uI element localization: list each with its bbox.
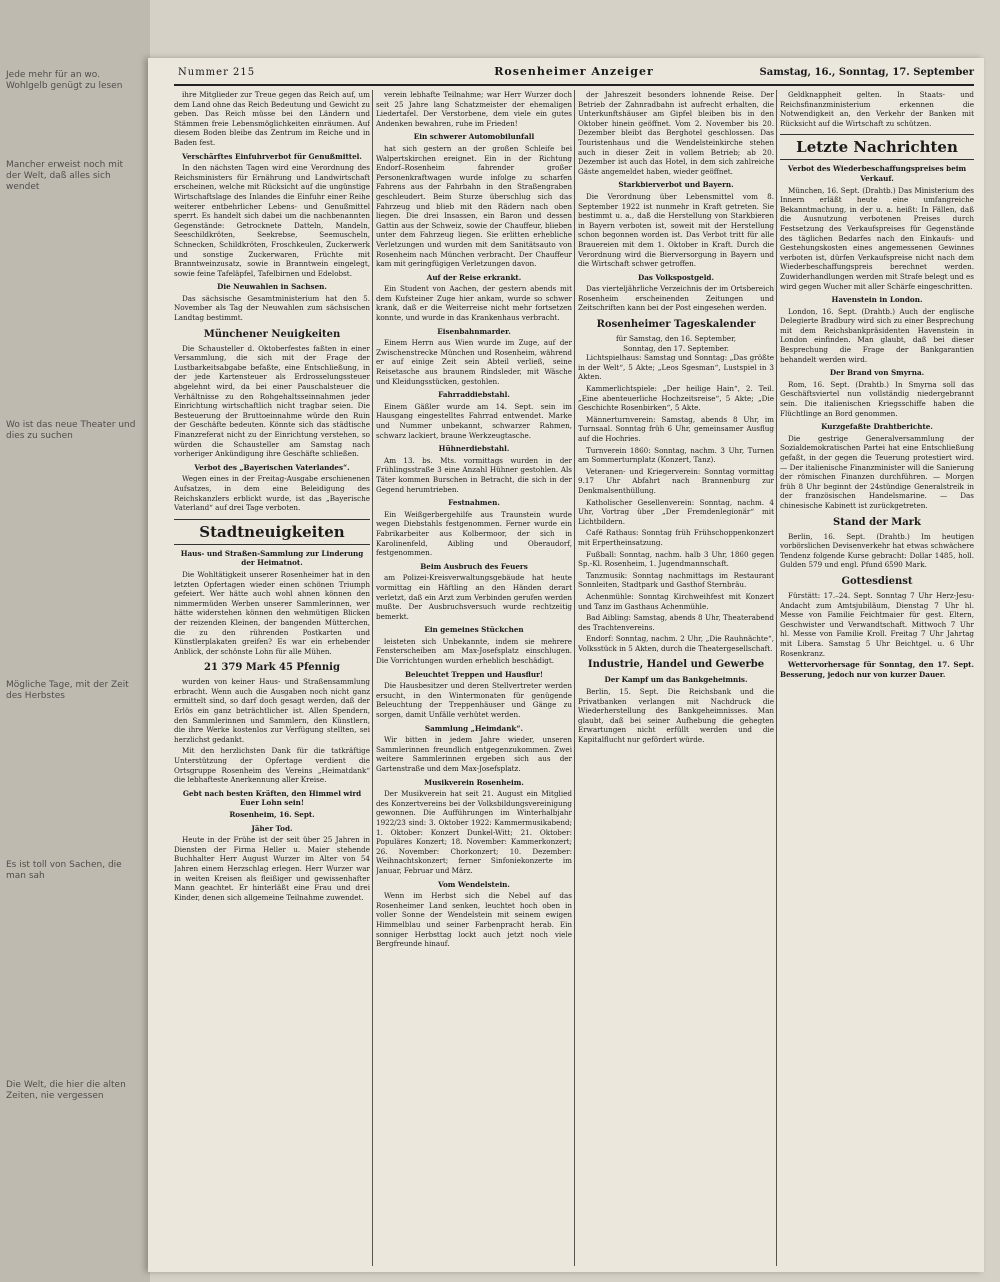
calendar-entry: Turnverein 1860: Sonntag, nachm. 3 Uhr, Turnen am Sommerturnplatz (Konzert, Tanz). <box>578 445 774 465</box>
strip-fragment: Mögliche Tage, mit der Zeit des Herbstes <box>6 680 129 701</box>
calendar-title: Rosenheimer Tageskalender <box>596 319 756 331</box>
article-text: am Polizei-Kreisverwaltungsgebäude hat heute vormittag ein Häftling an den Händen derart verletzt, daß ein Arzt zum Verbinden gerufen werden mußte. Der Ausbruchsversuch wurde rechtzeitig bemerkt. <box>376 573 572 621</box>
article-heading: Der Brand von Smyrna. <box>829 368 925 378</box>
article-heading: Sammlung „Heimdank“. <box>424 723 524 733</box>
article-text: verein lebhafte Teilnahme; war Herr Wurzer doch seit 25 Jahre lang Schatzmeister der ehemaligen Liedertafel. Der Verstorbene, dem viele ein gutes Andenken bewahren, ruhe im Frieden! <box>376 90 572 128</box>
article-heading: Musikverein Rosenheim. <box>424 777 524 787</box>
calendar-entry: Achenmühle: Sonntag Kirchweihfest mit Konzert und Tanz im Gasthaus Achenmühle. <box>578 591 774 611</box>
article-heading: Der Kampf um das Bankgeheimnis. <box>604 675 748 685</box>
article-heading: Haus- und Straßen-Sammlung zur Linderung der Heimatnot. <box>180 548 364 568</box>
article-text: ihre Mitglieder zur Treue gegen das Reich auf, um dem Land ohne das Reich Bedeutung und Gewicht zu geben. Das Reich müsse bei den Ländern und Stämmen freie Lebensmöglichkeiten einräumen. Auf diesem Boden bleibe das Zentrum im Reiche und in Baden fest. <box>174 90 370 147</box>
calendar-entry: Bad Aibling: Samstag, abends 8 Uhr, Theaterabend des Trachtenvereins. <box>578 613 774 632</box>
section-heading-local: Stadtneuigkeiten <box>174 519 370 545</box>
adjacent-page-strip <box>0 0 150 1282</box>
article-heading: Starkbierverbot und Bayern. <box>618 180 734 190</box>
article-text: Wir bitten in jedem Jahre wieder, unseren Sammlerinnen freundlich entgegenzukommen. Zwei weitere Sammlerinnen ergeben sich aus der Gartenstraße und dem Max-Josefsplatz. <box>376 735 572 773</box>
article-text: der Jahreszeit besonders lohnende Reise. Der Betrieb der Zahnradbahn ist aufrecht erhalten, die Unterkunftshäuser am Gipfel bleiben bis in den Oktober hinein geöffnet. Vom 2. November bis 20. Dezember bleibt das Berghotel geschlossen. Das Touristenhaus und die Wendelsteinkirche stehen auch in dieser Zeit in vollem Betrieb; ab 20. Dezember ist auch das Hotel, in dem sich zahlreiche Gäste angemeldet haben, wieder geöffnet. <box>578 90 774 176</box>
section-heading-munich: Münchener Neuigkeiten <box>203 328 341 340</box>
section-heading-industry: Industrie, Handel und Gewerbe <box>587 659 765 671</box>
motto: Gebt nach besten Kräften, den Himmel wird Euer Lohn sein! <box>182 788 362 808</box>
article-text: Wegen eines in der Freitag-Ausgabe erschienenen Aufsatzes, in dem eine Beleidigung des Reichskanzlers erblickt wurde, ist das „Bayerische Vaterland“ auf drei Tage verboten. <box>174 474 370 513</box>
article-text: Die Wohltätigkeit unserer Rosenheimer hat in den letzten Opfertagen wieder einen schönen Triumph gefeiert. Wer hätte auch wohl ahnen können den nimmermüden Werben unserer Sammlerinnen, wer hätte widerstehen können den wehmütigen Blicken der reizenden Kleinen, der bangenden Mütterchen, die zu den rührenden Postkarten und Künstlerplakaten greifen? Es war ein erhebender Anblick, der schönste Lohn für alle Mühen. <box>174 569 370 656</box>
article-heading: Verschärftes Einfuhrverbot für Genußmittel. <box>182 151 362 161</box>
article-heading: Ein gemeines Stückchen <box>424 625 524 635</box>
article-text: Das sächsische Gesamtministerium hat den 5. November als Tag der Neuwahlen zum sächsischen Landtag bestimmt. <box>174 293 370 323</box>
calendar-entry: Katholischer Gesellenverein: Sonntag, nachm. 4 Uhr, Vortrag über „Der Fremdenlegionär“ mit Lichtbildern. <box>578 497 774 526</box>
article-heading: Beim Ausbruch des Feuers <box>420 561 528 571</box>
article-heading: Die Neuwahlen in Sachsen. <box>217 282 327 292</box>
article-heading: Ein schwerer Automobilunfall <box>413 132 535 142</box>
calendar-entry: Lichtspielhaus: Samstag und Sonntag: „Das größte in der Welt“, 5 Akte; „Leos Sgesman“, Lustspiel in 3 Akten. <box>578 353 774 382</box>
article-text: hat sich gestern an der großen Schleife bei Walpertskirchen ereignet. Ein in der Richtung Endorf–Rosenheim fahrender großer Personenkraftwagen wurde infolge zu scharfen Fahrens aus der Fahrbahn in den Straßengraben geschleudert. Beim Sturze überschlug sich das Fahrzeug und blieb mit den Rädern nach oben liegen. Die drei Insassen, ein Baron und dessen Gattin aus der Schweiz, sowie der Chauffeur, blieben unter dem Fahrzeug liegen. Sie erlitten erhebliche Verletzungen und wurden mit dem Sanitätsauto von Rosenheim nach München verbracht. Der Chauffeur kam mit geringfügigen Verletzungen davon. <box>376 143 572 269</box>
paper-name: Rosenheimer Anzeiger <box>494 65 654 78</box>
strip-fragment: Wo ist das neue Theater und dies zu suchen <box>6 420 136 441</box>
article-heading: Verbot des Wiederbeschaffungspreises beim Verkauf. <box>787 164 967 183</box>
article-heading: Festnahmen. <box>448 498 500 508</box>
article-heading: Das Volkspostgeld. <box>638 272 714 282</box>
calendar-entry: Kammerlichtspiele: „Der heilige Hain“, 2. Teil. „Eine abenteuerliche Hochzeitsreise“, 5 Akte; „Die Geschichte Rosenbirken“, 5 Akte. <box>578 384 774 413</box>
article-text: Berlin, 15. Sept. Die Reichsbank und die Privatbanken verlangen mit Nachdruck die Wiederherstellung des Bankgeheimnisses. Man glaubt, daß bei seiner Aufhebung die gehegten Erwartungen nicht erfüllt werden und die Kapitalflucht nur gefördert würde. <box>578 687 774 745</box>
article-text: wurden von keiner Haus- und Straßensammlung erbracht. Wenn auch die Ausgaben noch nicht ganz ermittelt sind, so darf doch gesagt werden, daß der Erlös ein ganz beträchtlicher ist. Allen Spendern, den Sammlerinnen und Sammlern, den Künstlern, die ihre Werke kostenlos zur Verfügung stellten, sei herzlichst gedankt. <box>174 677 370 744</box>
article-text: Heute in der Frühe ist der seit über 25 Jahren in Diensten der Firma Heller u. Maier stehende Buchhalter Herr August Wurzer im Alter von 54 Jahren einem Herzschlag erlegen. Herr Wurzer war in weiten Kreisen als fleißiger und gewissenhafter Mann geachtet. Er hinterläßt eine Frau und drei Kinder, denen sich allgemeine Teilnahme zuwendet. <box>174 835 370 902</box>
calendar-entry: Männerturnverein: Samstag, abends 8 Uhr, im Turnsaal. Sonntag früh 6 Uhr, gemeinsamer Ausflug auf die Hochries. <box>578 414 774 443</box>
column-rule <box>372 90 373 1266</box>
article-heading: Jäher Tod. <box>251 823 293 833</box>
article-text: Die gestrige Generalversammlung der Sozialdemokratischen Partei hat eine Entschließung gefaßt, in der gegen die Teuerung protestiert wird. — Der italienische Finanzminister will die Sanierung der römischen Finanzen durchführen. — Morgen früh 8 Uhr beginnt der 24stündige Generalstreik in der französischen Handelsmarine. — Das chinesische Kabinett ist zurückgetreten. <box>780 433 974 510</box>
article-text: Am 13. bs. Mts. vormittags wurden in der Frühlingsstraße 3 eine Anzahl Hühner gestohlen. Als Täter kommen Burschen in Betracht, die sich in der Gegend herumtrieben. <box>376 455 572 494</box>
section-heading-services: Gottesdienst <box>841 575 913 587</box>
column-3 <box>578 90 774 1266</box>
article-text: Ein Weißgerbergehilfe aus Traunstein wurde wegen Diebstahls festgenommen. Ferner wurde ein Fabrikarbeiter aus Kolbermoor, der sich in Karolinenfeld, Aibling und Oberaudorf, festgenommen. <box>376 509 572 558</box>
calendar-entry: Fußball: Sonntag, nachm. halb 3 Uhr, 1860 gegen Sp.-Kl. Rosenheim, 1. Jugendmannschaft. <box>578 549 774 569</box>
strip-fragment: Jede mehr für an wo. Wohlgelb genügt zu lesen <box>6 70 123 91</box>
article-text: Geldknappheit gelten. In Staats- und Reichsfinanzministerium erkennen die Notwendigkeit an, den Verkehr der Banken mit Rücksicht auf die Wirtschaft zu schützen. <box>780 90 974 128</box>
masthead <box>174 64 974 84</box>
section-heading-mark: Stand der Mark <box>833 516 921 528</box>
article-text: In den nächsten Tagen wird eine Verordnung des Reichsministers für Ernährung und Landwirtschaft erscheinen, welche mit Rücksicht auf die ungünstige Wirtschaftslage des Inlandes die Einfuhr einer Reihe weiterer entbehrlicher Lebens- und Genußmittel sperrt. Es handelt sich dabei um die nachbenannten Gegenstände: Getrocknete Datteln, Mandeln, Seeschildkröten, Seekrebse, Seemuscheln, Schnecken, Schildkröten, Froschkeulen, Zuckerwerk und sonstige Zuckerwaren, Früchte mit Branntweinzusatz, sowie in Branntwein eingelegt, sowie feine Tafeläpfel, Tafelbirnen und Edelobst. <box>174 163 370 278</box>
calendar-entry: Veteranen- und Kriegerverein: Sonntag vormittag 9.17 Uhr Abfahrt nach Brannenburg zur Denkmalsenthüllung. <box>578 466 774 495</box>
column-rule <box>776 90 777 1266</box>
column-4 <box>780 90 974 1266</box>
newspaper-page <box>148 58 984 1272</box>
calendar-date: für Samstag, den 16. September, <box>615 334 737 344</box>
calendar-entry: Café Rathaus: Sonntag früh Frühschoppenkonzert mit Erpertheinsatzung. <box>578 528 774 547</box>
article-text: Einem Gäßler wurde am 14. Sept. sein im Hausgang eingestelltes Fahrrad entwendet. Marke und Nummer unbekannt, schwarzer Rahmen, schwarz lackiert, braune Werkzeugtasche. <box>376 401 572 440</box>
strip-fragment: Die Welt, die hier die alten Zeiten, nie vergessen <box>6 1080 126 1101</box>
article-heading: Havenstein in London. <box>831 295 923 305</box>
article-text: Mit den herzlichsten Dank für die tatkräftige Unterstützung der Opfertage verdient die Ortsgruppe Rosenheim des Vereins „Heimatdank“ die lebhafteste Anerkennung aller Kreise. <box>174 746 370 785</box>
calendar-entry: Endorf: Sonntag, nachm. 2 Uhr, „Die Rauhnächte“, Volksstück in 5 Akten, durch die Theatergesellschaft. <box>578 634 774 653</box>
article-text: London, 16. Sept. (Drahtb.) Auch der englische Delegierte Bradbury wird sich zu einer Besprechung mit dem Reichsbankpräsidenten Havenstein in London einfinden. Man glaubt, daß bei dieser Besprechung die Frage der Bankgarantien behandelt werden wird. <box>780 306 974 364</box>
issue-date: Samstag, 16., Sonntag, 17. September <box>759 67 974 78</box>
article-text: Die Verordnung über Lebensmittel vom 8. September 1922 ist nunmehr in Kraft getreten. Sie bestimmt u. a., daß die Herstellung von Starkbieren in Bayern verboten ist, soweit mit der Herstellung schon begonnen worden ist. Das Verbot tritt für alle Brauereien mit dem 1. Oktober in Kraft. Durch die Verordnung wird die Bierversorgung in Bayern und die Wirtschaft schwer getroffen. <box>578 191 774 269</box>
article-heading: Hühnerdiebstahl. <box>438 444 510 454</box>
section-heading-latest-news: Letzte Nachrichten <box>780 134 974 160</box>
strip-fragment: Es ist toll von Sachen, die man sah <box>6 860 122 881</box>
article-text: Der Musikverein hat seit 21. August ein Mitglied des Konzertvereins bei der Volksbildungsvereinigung gewonnen. Die Aufführungen im Winterhalbjahr 1922/23 sind: 3. Oktober 1922: Kammermusikabend; 1. Oktober: Konzert Dunkel-Witt; 21. Oktober: Populäres Konzert; 18. November: Kammerkonzert; 26. November: Chorkonzert; 10. Dezember: Weihnachtskonzert; ferner Sinfoniekonzerte im Januar, Februar und März. <box>376 789 572 875</box>
calendar-entry: Tanzmusik: Sonntag nachmittags im Restaurant Sonnleiten, Stadtpark und Gasthof Sternbräu. <box>578 570 774 590</box>
article-text: Wenn im Herbst sich die Nebel auf das Rosenheimer Land senken, leuchtet hoch oben in voller Sonne der Wendelstein mit seinem ewigen Himmelblau und seiner Farbenpracht herab. Ein sonniger Herbsttag lockt auch jetzt noch viele Bergfreunde hinauf. <box>376 891 572 949</box>
dateline: Rosenheim, 16. Sept. <box>229 810 315 819</box>
article-heading: Auf der Reise erkrankt. <box>426 272 522 282</box>
column-1 <box>174 90 370 1266</box>
article-text: Einem Herrn aus Wien wurde im Zuge, auf der Zwischenstrecke München und Rosenheim, während er auf einige Zeit sein Abteil verließ, seine Reisetasche aus braunem Rindsleder, mit Wäsche und Kleidungsstücken, gestohlen. <box>376 338 572 386</box>
article-text: München, 16. Sept. (Drahtb.) Das Ministerium des Innern erläßt heute eine umfangreiche Bekanntmachung, in der u. a. heißt: In Fällen, daß die Ausnutzung verbotenen Preises durch Festsetzung des Verkaufspreises für Gegenstände des täglichen Bedarfes nach den Einkaufs- und Gestehungskosten eines angemessenen Gewinnes verboten ist, dürfen Verkaufspreise nicht nach dem Wiederbeschaffungspreis berechnet werden. Zuwiderhandlungen werden mit Strafe belegt und es wird gegen Wucher mit aller Schärfe eingeschritten. <box>780 185 974 291</box>
column-2 <box>376 90 572 1266</box>
article-heading: Vom Wendelstein. <box>438 879 510 889</box>
article-heading: Eisenbahnmarder. <box>437 326 511 336</box>
article-heading: Kurzgefaßte Drahtberichte. <box>821 422 933 432</box>
calendar-date: Sonntag, den 17. September. <box>623 343 729 353</box>
weather-forecast: Wettervorhersage für Sonntag, den 17. Sept. Besserung, jedoch nur von kurzer Dauer. <box>780 660 974 679</box>
article-text: Die Hausbesitzer und deren Stellvertreter werden ersucht, in den Wintermonaten für genügende Beleuchtung der Treppenhäuser und Gänge zu sorgen, damit Unfälle verhütet werden. <box>376 681 572 720</box>
article-text: Die Schausteller d. Oktoberfestes faßten in einer Versammlung, die sich mit der Frage der Lustbarkeitsabgabe befaßte, eine Entschließung, in der jede Kartensteuer als Erdrosselungssteuer abgelehnt wird, da bei einer Pauschalsteuer die Verhältnisse zu den Rohgehaltsseinnahmen jeder Einrichtung wirtschaftlich nicht tragbar seien. Die Besteuerung der Bruttoeinnahme würde den Ruin der Geschäfte bedeuten. Könnte sich das städtische Finanzreferat nicht zu der Einrichtung verstehen, so würden die Schausteller am Samstag nach vorheriger Ankündigung ihre Geschäfte schließen. <box>174 343 370 459</box>
article-text: Fürstätt: 17.–24. Sept. Sonntag 7 Uhr Herz-Jesu-Andacht zum Amtsjubiläum, Dienstag 7 Uhr hl. Messe von Familie Feichtmaier für gest. Eltern, Geschwister und Verwandtschaft. Mittwoch 7 Uhr hl. Messe von Familie Kroll. Freitag 7 Uhr Jahrtag mit Libera. Samstag 5 Uhr Beichtgel. u. 6 Uhr Rosenkranz. <box>780 590 974 658</box>
article-heading: Verbot des „Bayerischen Vaterlandes“. <box>194 462 350 472</box>
issue-number: Nummer 215 <box>178 67 256 78</box>
article-text: Berlin, 16. Sept. (Drahtb.) Im heutigen vorbörslichen Devisenverkehr hat etwas schwächere Tendenz folgende Kurse gebracht: Dollar 1485, holl. Gulden 579 und engl. Pfund 6590 Mark. <box>780 531 974 570</box>
article-heading: Fahrraddiebstahl. <box>438 390 510 400</box>
article-heading: Beleuchtet Treppen und Hausflur! <box>404 669 544 679</box>
article-text: leisteten sich Unbekannte, indem sie mehrere Fensterscheiben am Max-Josefsplatz einschlugen. Die Vorrichtungen wurden erheblich beschädigt. <box>376 636 572 666</box>
column-rule <box>574 90 575 1266</box>
strip-fragment: Mancher erweist noch mit der Welt, daß alles sich wendet <box>6 160 123 192</box>
article-text: Ein Student von Aachen, der gestern abends mit dem Kufsteiner Zuge hier ankam, wurde so schwer krank, daß er die Weiterreise nicht mehr fortsetzen konnte, und wurde in das Krankenhaus verbracht. <box>376 284 572 323</box>
masthead-rule <box>174 84 974 86</box>
article-text: Rom, 16. Sept. (Drahtb.) In Smyrna soll das Geschäftsviertel nun vollständig niedergebrannt sein. Die italienischen Kriegsschiffe haben die Flüchtlinge an Bord genommen. <box>780 379 974 418</box>
collection-amount: 21 379 Mark 45 Pfennig <box>204 662 340 674</box>
article-text: Das vierteljährliche Verzeichnis der im Ortsbereich Rosenheim erscheinenden Zeitungen und Zeitschriften kann bei der Post eingesehen werden. <box>578 284 774 313</box>
